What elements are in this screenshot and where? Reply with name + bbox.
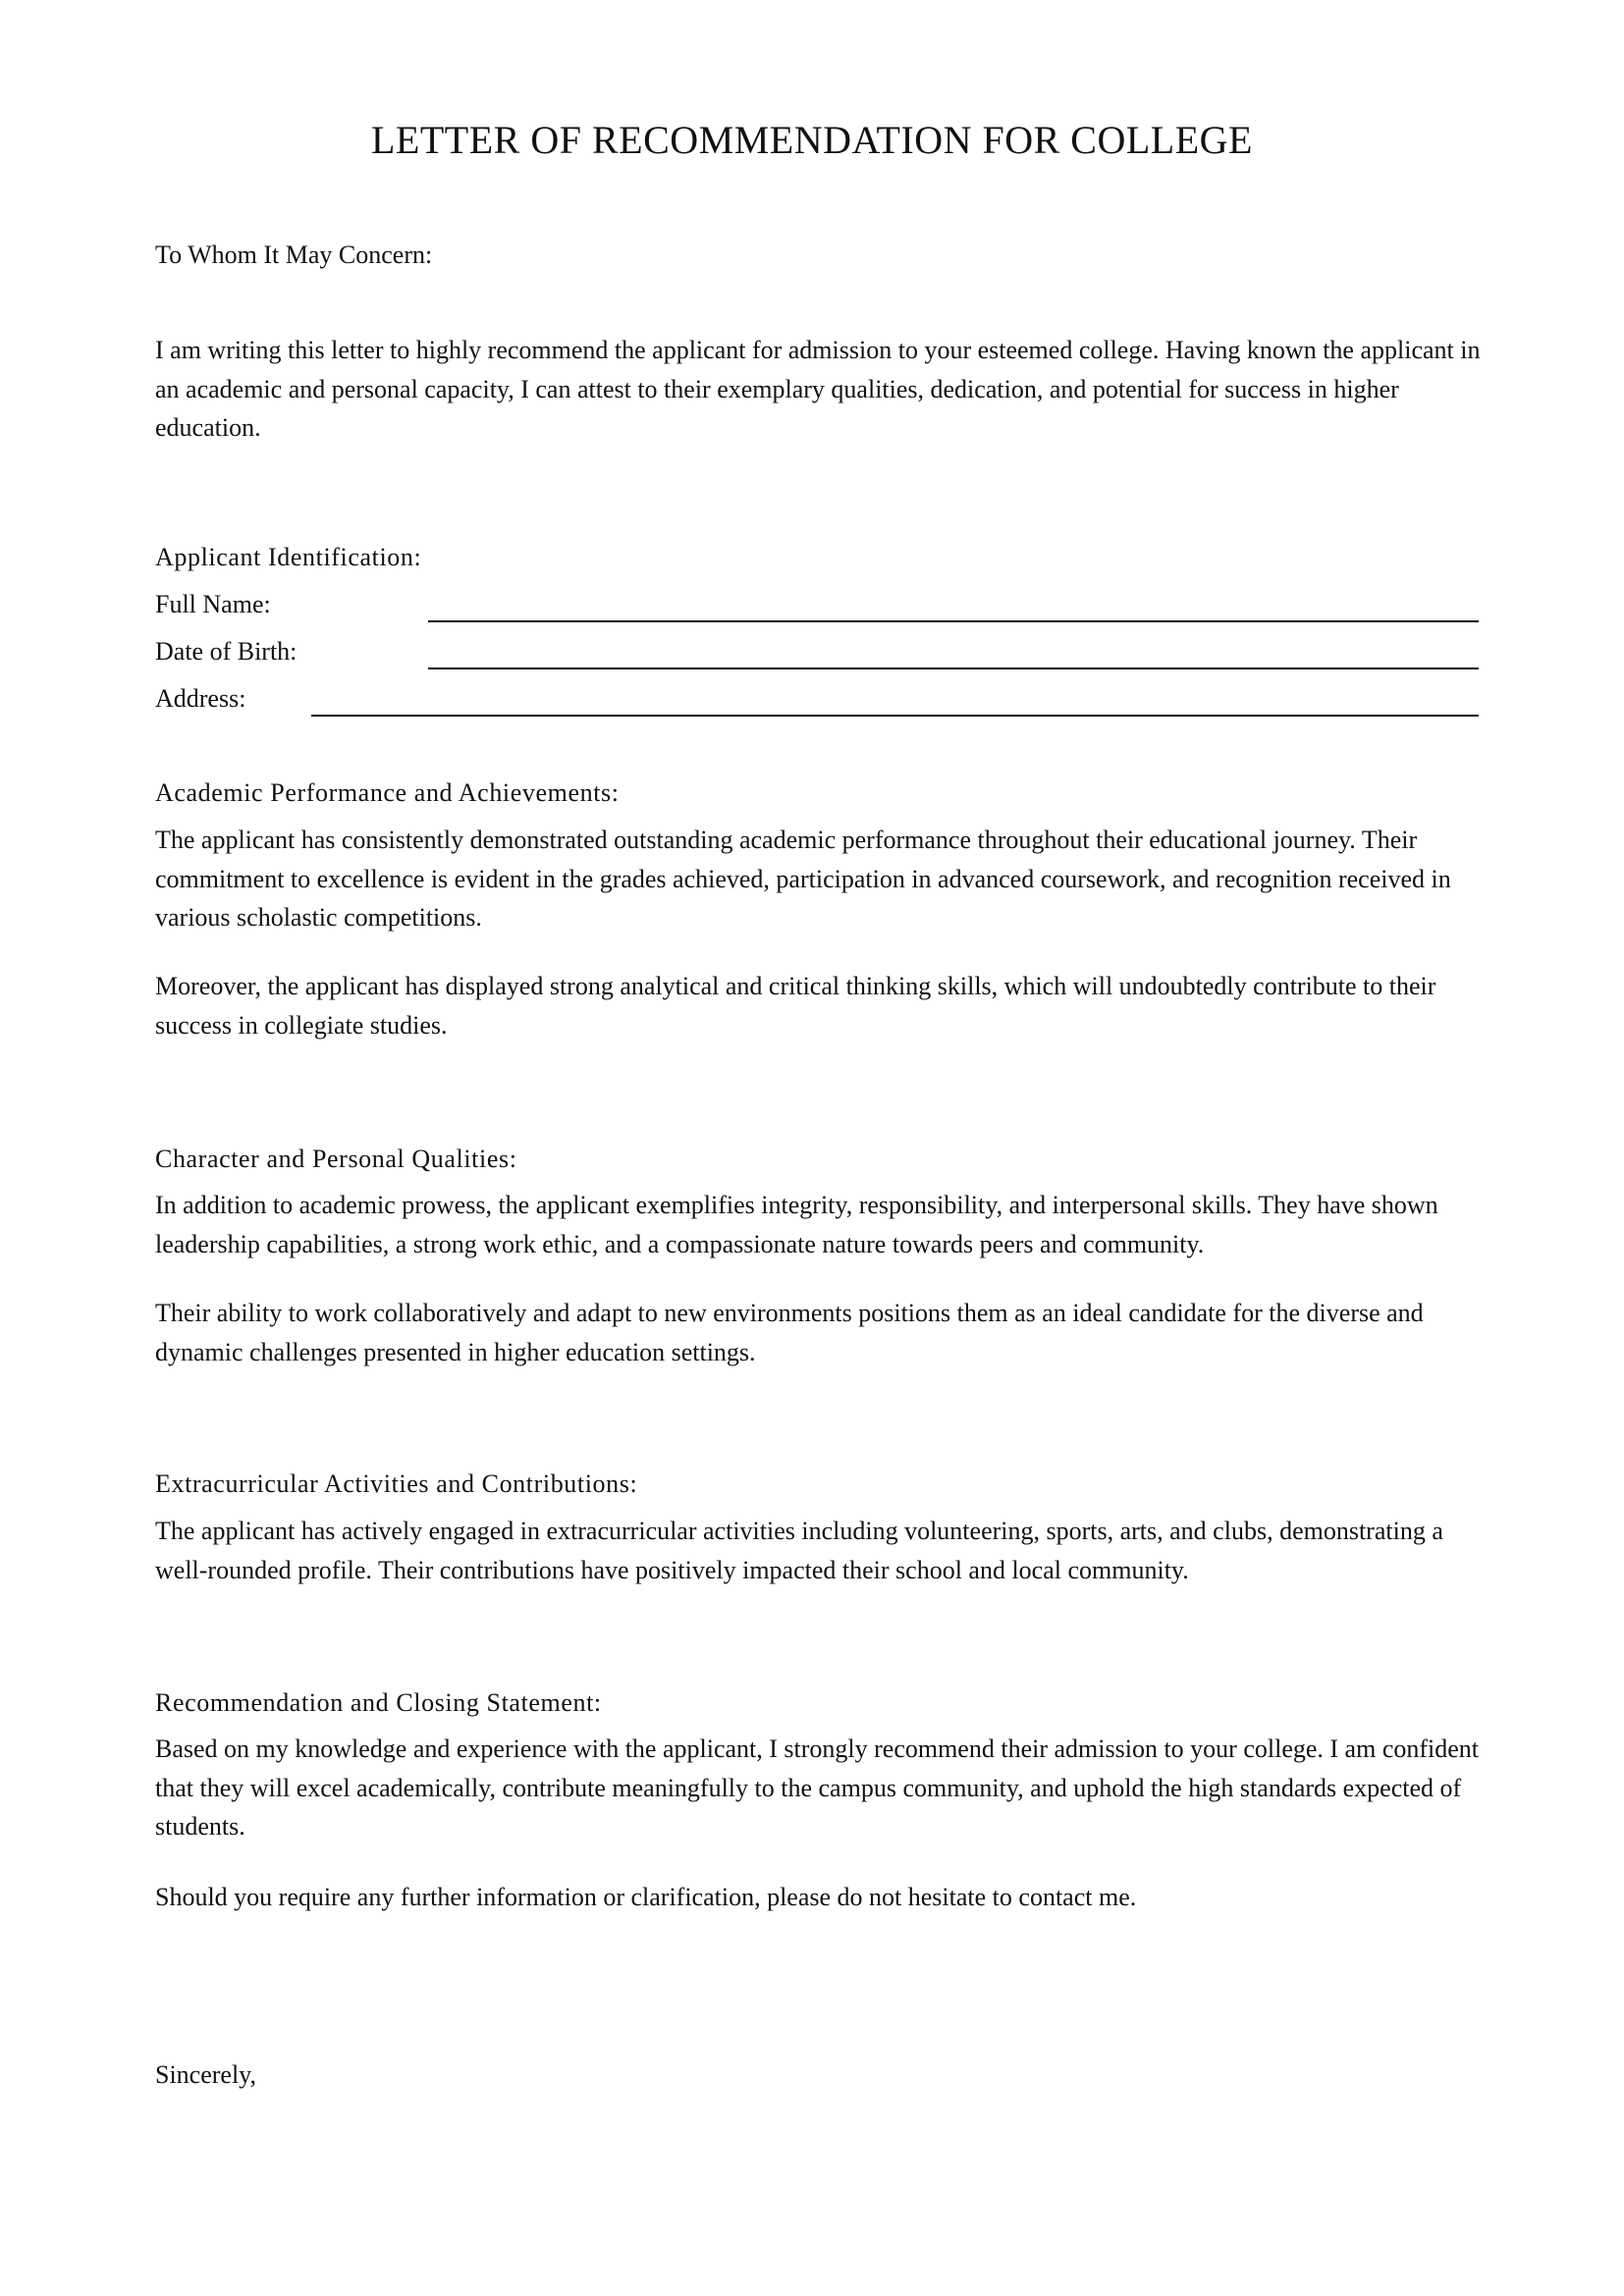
academic-paragraph-1: The applicant has consistently demonstrated outstanding academic performance throughout their educational journey. Their commitment to excellence is evident in the grades achieved, participation in advanced coursework, and recognition received in various scholastic competitions. — [155, 826, 1451, 932]
address-label: Address: — [155, 684, 246, 713]
closing-heading: Recommendation and Closing Statement: — [155, 1688, 602, 1717]
address-field[interactable] — [311, 715, 1479, 717]
character-paragraph-1: In addition to academic prowess, the applicant exemplifies integrity, responsibility, and interpersonal skills. They have shown leadership capabilities, a strong work ethic, and a compassionate nature towards peers and community. — [155, 1191, 1438, 1258]
closing-paragraph-1: Based on my knowledge and experience with the applicant, I strongly recommend their admission to your college. I am confident that they will excel academically, contribute meaningfully to the campus community, and uphold the high standards expected of students. — [155, 1735, 1480, 1841]
academic-heading: Academic Performance and Achievements: — [155, 778, 620, 807]
character-paragraph-2: Their ability to work collaboratively and adapt to new environments positions them as an ideal candidate for the diverse and dynamic challenges presented in higher education settings. — [155, 1299, 1424, 1366]
full-name-field[interactable] — [428, 620, 1479, 622]
document-title: LETTER OF RECOMMENDATION FOR COLLEGE — [371, 118, 1253, 162]
signoff: Sincerely, — [155, 2060, 256, 2089]
intro-paragraph: I am writing this letter to highly recommend the applicant for admission to your esteemed college. Having known the applicant in an academic and personal capacity, I can attest to their exemplary qualities, dedication, and potential for success in higher education. — [155, 336, 1481, 442]
date-of-birth-label: Date of Birth: — [155, 637, 298, 666]
character-heading: Character and Personal Qualities: — [155, 1145, 517, 1173]
salutation: To Whom It May Concern: — [155, 240, 433, 269]
full-name-label: Full Name: — [155, 590, 271, 618]
identification-heading: Applicant Identification: — [155, 543, 422, 571]
extracurricular-heading: Extracurricular Activities and Contributions: — [155, 1469, 638, 1498]
date-of-birth-field[interactable] — [428, 667, 1479, 669]
closing-paragraph-2: Should you require any further information or clarification, please do not hesitate to contact me. — [155, 1883, 1137, 1911]
extracurricular-paragraph: The applicant has actively engaged in extracurricular activities including volunteering, sports, arts, and clubs, demonstrating a well-rounded profile. Their contributions have positively impacted their school and local community. — [155, 1517, 1443, 1584]
academic-paragraph-2: Moreover, the applicant has displayed strong analytical and critical thinking skills, which will undoubtedly contribute to their success in collegiate studies. — [155, 972, 1436, 1040]
